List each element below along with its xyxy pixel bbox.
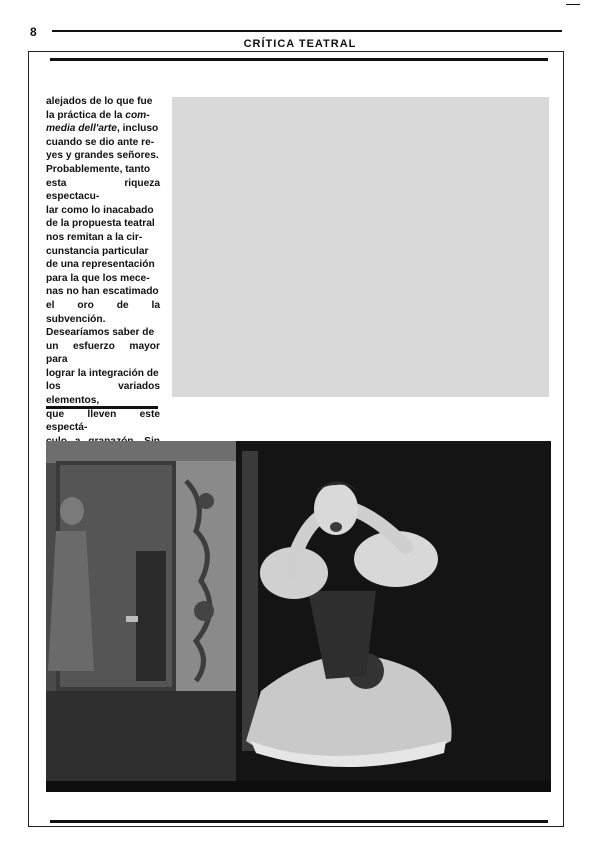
text-line: Desearíamos saber de xyxy=(46,327,155,339)
text-line: de una representación xyxy=(46,259,155,271)
text-line: lar como lo inacabado xyxy=(46,204,154,216)
stage-photo xyxy=(46,441,551,792)
text-line: que lleven este espectá- xyxy=(46,408,160,434)
page-number: 8 xyxy=(30,25,37,39)
text-line: Probablemente, tanto xyxy=(46,163,151,175)
text-line: cuando se dio ante re- xyxy=(46,136,155,148)
corner-crop-mark xyxy=(566,4,580,5)
text-line: nas no han escatimado xyxy=(46,286,159,298)
text-line: para la que los mece- xyxy=(46,272,150,284)
text-line: la práctica de la com- xyxy=(46,109,150,121)
text-line: el oro de la subvención. xyxy=(46,299,160,325)
text-line: esta riqueza espectacu- xyxy=(46,177,160,203)
frame-top-rule xyxy=(50,58,548,61)
text-line: media dell'arte, incluso xyxy=(46,123,159,135)
section-title: CRÍTICA TEATRAL xyxy=(243,38,357,50)
italic-term: media dell'arte xyxy=(46,123,117,135)
text-line: un esfuerzo mayor para xyxy=(46,340,160,366)
text-line: los variados elementos, xyxy=(46,381,160,407)
text-line: nos remitan a la cir- xyxy=(46,231,143,243)
column-end-rule xyxy=(46,406,158,409)
italic-term: com- xyxy=(125,109,150,121)
header-rule xyxy=(52,30,562,32)
stage-photo-illustration xyxy=(46,441,551,792)
text-line: de la propuesta teatral xyxy=(46,218,155,230)
text-line: alejados de lo que fue xyxy=(46,96,153,107)
text-line: lograr la integración de xyxy=(46,367,159,379)
gray-panel xyxy=(172,97,549,397)
frame-bottom-rule xyxy=(50,820,548,823)
text-line: cunstancia particular xyxy=(46,245,149,257)
text-line: yes y grandes señores. xyxy=(46,150,159,162)
